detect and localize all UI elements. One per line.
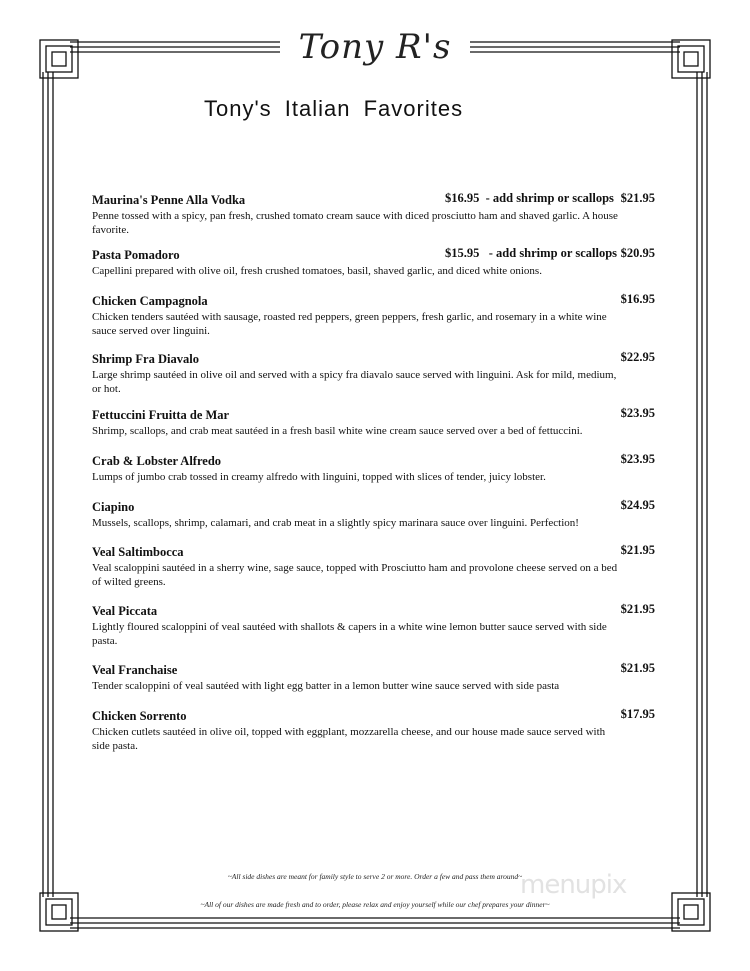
item-name: Shrimp Fra Diavalo	[92, 352, 199, 366]
item-price: $23.95	[620, 406, 655, 420]
item-addon-price: $16.95 - add shrimp or scallops	[445, 191, 614, 205]
footnote-fresh: ~All of our dishes are made fresh and to order, please relax and enjoy yourself while our chef prepares your dinner~	[200, 900, 550, 909]
item-name: Veal Piccata	[92, 604, 158, 618]
item-name: Ciapino	[92, 500, 135, 514]
item-price: $17.95	[620, 707, 655, 721]
item-price: $22.95	[620, 350, 655, 364]
item-price: $21.95	[620, 661, 655, 675]
item-addon-price: $15.95 - add shrimp or scallops	[445, 246, 618, 260]
item-name: Veal Saltimbocca	[92, 545, 184, 559]
menu-item	[92, 191, 655, 237]
menu-item	[92, 246, 655, 279]
item-name: Chicken Sorrento	[92, 709, 187, 723]
watermark-logo: menupix	[520, 870, 627, 900]
menu-item	[92, 707, 655, 753]
item-description: Capellini prepared with olive oil, fresh crushed tomatoes, basil, shaved garlic, and diced white onions.	[92, 265, 542, 277]
menu-item	[92, 543, 655, 589]
item-price: $21.95	[620, 543, 655, 557]
footnote-sides: ~All side dishes are meant for family style to serve 2 or more. Order a few and pass them around~	[227, 872, 523, 881]
menu-item	[92, 661, 655, 694]
menu-item	[92, 350, 655, 396]
menu-item	[92, 602, 655, 648]
item-price: $16.95	[620, 292, 655, 306]
menu-item	[92, 406, 655, 439]
item-price: $23.95	[620, 452, 655, 466]
item-price: $24.95	[620, 498, 655, 512]
item-name: Chicken Campagnola	[92, 294, 208, 308]
item-name: Fettuccini Fruitta de Mar	[92, 408, 230, 422]
menu-item	[92, 452, 655, 485]
item-description: Tender scaloppini of veal sautéed with light egg batter in a lemon butter wine sauce served with side pasta	[92, 680, 560, 692]
item-price: $20.95	[620, 246, 655, 260]
item-description: Penne tossed with a spicy, pan fresh, crushed tomato cream sauce with diced prosciutto ham and shaved garlic. A house favorite.	[92, 210, 618, 236]
item-description: Large shrimp sautéed in olive oil and served with a spicy fra diavalo sauce served with linguini. Ask for mild, medium, or hot.	[92, 369, 617, 395]
item-name: Pasta Pomadoro	[92, 248, 180, 262]
item-description: Lumps of jumbo crab tossed in creamy alfredo with linguini, topped with slices of tender, juicy lobster.	[92, 471, 546, 483]
page-title: Tony's Italian Favorites	[204, 96, 464, 121]
item-name: Maurina's Penne Alla Vodka	[92, 193, 246, 207]
item-price: $21.95	[620, 191, 655, 205]
item-name: Crab & Lobster Alfredo	[92, 454, 222, 468]
menu-item	[92, 292, 655, 338]
item-name: Veal Franchaise	[92, 663, 178, 677]
item-description: Lightly floured scaloppini of veal sautéed with shallots & capers in a white wine lemon butter sauce served with side pasta.	[92, 621, 607, 647]
item-description: Mussels, scallops, shrimp, calamari, and crab meat in a slightly spicy marinara sauce over linguini. Perfection!	[92, 517, 579, 529]
item-description: Shrimp, scallops, and crab meat sautéed in a fresh basil white wine cream sauce served over a bed of fettuccini.	[92, 425, 583, 437]
item-description: Chicken cutlets sautéed in olive oil, topped with eggplant, mozzarella cheese, and our house made sauce served with side pasta.	[92, 726, 606, 752]
restaurant-logo: Tony R's	[280, 22, 470, 72]
item-description: Chicken tenders sautéed with sausage, roasted red peppers, green peppers, fresh garlic, and rosemary in a white wine sauce served over linguini.	[92, 311, 607, 337]
menu-item	[92, 498, 655, 531]
item-description: Veal scaloppini sautéed in a sherry wine, sage sauce, topped with Prosciutto ham and provolone cheese served on a bed of wilted greens.	[92, 562, 618, 588]
item-price: $21.95	[620, 602, 655, 616]
